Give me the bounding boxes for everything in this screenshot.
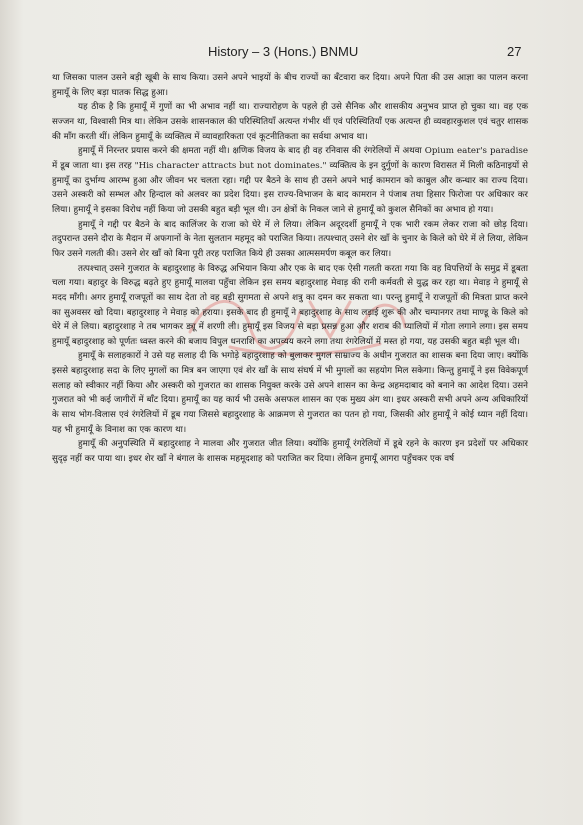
page-header xyxy=(0,44,583,64)
running-head: History – 3 (Hons.) BNMU xyxy=(208,44,359,59)
paragraph: हुमायूँ की अनुपस्थिति में बहादुरशाह ने मालवा और गुजरात जीत लिया। क्योंकि हुमायूँ रंगरेलियों में डूबे रहने के कारण इन प्रदेशों पर अधिकार सुदृढ़ नहीं कर पाया था। इधर शेर खाँ ने बंगाल के शासक महमूदशाह को पराजित कर दिया। लेकिन हुमायूँ आगरा पहुँचकर एक वर्ष xyxy=(52,439,528,465)
body-text xyxy=(52,71,528,467)
paragraph: हुमायूँ ने गद्दी पर बैठने के बाद कालिंजर के राजा को घेरे में ले लिया। लेकिन अदूरदर्शी हुमायूँ ने एक भारी रकम लेकर राजा को छोड़ दिया। तदुपरान्त उसने दौरा के मैदान में अफगानों के नेता सुलतान महमूद को पराजित किया। तत्पश्चात् उसने शेर खाँ के चुनार के किले को घेरे में ले लिया, लेकिन फिर उसने गलती की। उसने शेर खाँ को बिना पूरी तरह पराजित किये ही उसका आत्मसमर्पण कबूल कर लिया। xyxy=(52,219,528,259)
paragraph: तत्पश्चात् उसने गुजरात के बहादुरशाह के विरुद्ध अभियान किया और एक के बाद एक ऐसी गलती करता गया कि वह विपत्तियों के समुद्र में डूबता चला गया। बहादुर के विरुद्ध बढ़ते हुए हुमायूँ मालवा पहुँचा लेकिन इस समय बहादुरशाह मेवाड़ की रानी कर्मवती से युद्ध कर रहा था। मेवाड़ ने हुमायूँ से मदद माँगी। अगर हुमायूँ राजपूतों का साथ देता तो वह बड़ी सुगमता से अपने शत्रु का दमन कर सकता था। परन्तु हुमायूँ ने राजपूतों की मित्रता प्राप्त करने का सुअवसर खो दिया। बहादुरशाह ने मेवाड़ को हराया। इसके बाद ही हुमायूँ ने बहादुरशाह के साथ लड़ाई शुरू की और चम्पानगर तथा माण्डू के किले को घेरे में ले लिया। बहादुरशाह ने तब भागकर ड्यू में शरणी ली। हुमायूँ इस विजय से बड़ा प्रसन्न हुआ और शराब की प्यालियों में गोता लगाने लगा। इस समय हुमायूँ बहादुरशाह को पूर्णतः ध्वस्त करने की बजाय विपुल धनराशि का अपव्यय करने लगा तथा रंगरेलियों में मस्त हो गया, यह उसकी बहुत बड़ी भूल थी। xyxy=(52,263,528,347)
paragraph: यह ठीक है कि हुमायूँ में गुणों का भी अभाव नहीं था। राज्यारोहण के पहले ही उसे सैनिक और शासकीय अनुभव प्राप्त हो चुका था। वह एक सज्जन था, विश्वासी मित्र था। लेकिन उसके शासनकाल की परिस्थितियाँ अत्यन्त गंभीर थीं एवं परिस्थितियाँ एक अत्यन्त ही व्यवहारकुशल एवं चतुर शासक की माँग करती थीं। लेकिन हुमायूँ के व्यक्तित्व में व्यावहारिकता एवं कूटनीतिकता का सर्वथा अभाव था। xyxy=(52,102,528,142)
paragraph: हुमायूँ के सलाहकारों ने उसे यह सलाह दी कि भगोड़े बहादुरशाह को बुलाकर मुगल साम्राज्य के अधीन गुजरात का शासक बना दिया जाए। क्योंकि इससे बहादुरशाह सदा के लिए मुगलों का मित्र बन जाएगा एवं शेर खाँ के साथ संघर्ष में भी मुगलों का सहयोग मिल सकेगा। किन्तु हुमायूँ ने इस विवेकपूर्ण सलाह को स्वीकार नहीं किया और अस्करी को गुजरात का शासक नियुक्त करके उसे अपने शासन का केन्द्र अहमदाबाद को बनाने का आदेश दिया। उसने गुजरात को भी कई जागीरों में बाँट दिया। हुमायूँ का यह कार्य भी उसके असफल शासन का एक मुख्य अंग था। इधर अस्करी सभी अपने अन्य अधिकारियों के साथ भोग-विलास एवं रंगरेलियों में डूब गया जिससे बहादुरशाह के आक्रमण से गुजरात का पतन हो गया, जिसकी ओर हुमायूँ ने कोई ध्यान नहीं दिया। यह भी हुमायूँ के विनाश का एक कारण था। xyxy=(52,351,528,435)
page-number: 27 xyxy=(507,44,522,59)
paragraph: था जिसका पालन उसने बड़ी खूबी के साथ किया। उसने अपने भाइयों के बीच राज्यों का बँटवारा कर दिया। अपने पिता की उस आज्ञा का पालन करना हुमायूँ के लिए बड़ा घातक सिद्ध हुआ। xyxy=(52,73,528,98)
paragraph: हुमायूँ में निरन्तर प्रयास करने की क्षमता नहीं थी। क्षणिक विजय के बाद ही वह रनिवास की रंगरेलियों में अथवा Opium eater's paradise में डूब जाता था। इस तरह "His character attracts but not dominates." व्यक्तित्व के इन दुर्गुणों के कारण विरासत में मिली कठिनाइयों से हुमायूँ का दुर्भाग्य आरम्भ हुआ और जीवन भर चलता रहा। गद्दी पर बैठने के साथ ही उसने अपने भाई कामरान को काबुल और कन्धार का राज्य दिया। उसने अस्करी को सम्भल और हिन्दाल को अलवर का प्रदेश दिया। इस राज्य-विभाजन के बाद कामरान ने पंजाब तथा हिसार फिरोजा पर अधिकार कर लिया। हुमायूँ ने इसका विरोध नहीं किया जो उसकी बहुत बड़ी भूल थी। उन क्षेत्रों के निकल जाने से हुमायूँ को कुशल सैनिकों का अभाव हो गया। xyxy=(52,146,528,215)
